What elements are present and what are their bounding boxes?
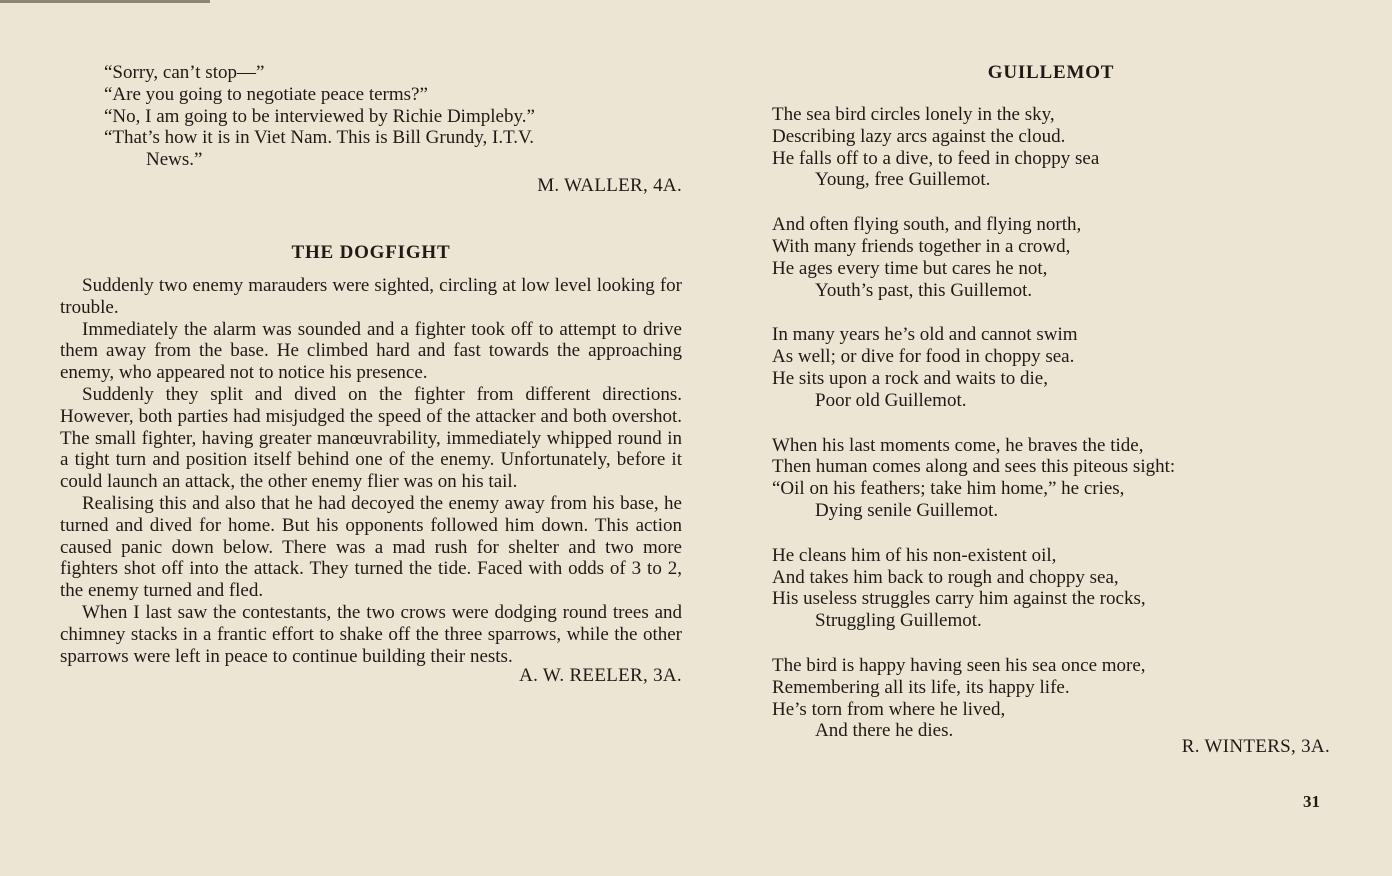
top-edge-rule (0, 0, 210, 3)
poem-line: And takes him back to rough and choppy sea, (772, 566, 1119, 588)
poem-refrain: Youth’s past, this Guillemot. (815, 279, 1033, 301)
poem-line: When his last moments come, he braves the tide, (772, 434, 1144, 456)
poem-refrain: Struggling Guillemot. (815, 610, 982, 632)
poem-line: Describing lazy arcs against the cloud. (772, 125, 1066, 147)
dogfight-paragraph: Immediately the alarm was sounded and a fighter took off to attempt to drive them away from the base. He climbed hard and fast towards the approaching enemy, who appeared not to notice his presence. (60, 318, 682, 384)
dialogue-line: “Are you going to negotiate peace terms?” (104, 83, 428, 105)
poem-refrain: Poor old Guillemot. (815, 389, 967, 411)
dogfight-paragraph: Suddenly two enemy marauders were sighted, circling at low level looking for trouble. (60, 274, 682, 318)
poem-stanza (772, 545, 1338, 632)
dogfight-paragraph: When I last saw the contestants, the two crows were dodging round trees and chimney stacks in a frantic effort to shake off the three sparrows, while the other sparrows were left in peace to continue building their nests. (60, 601, 682, 667)
poem-refrain: And there he dies. (815, 720, 954, 742)
page-number: 31 (1303, 792, 1320, 811)
poem-stanza (772, 435, 1338, 522)
poem-line: “Oil on his feathers; take him home,” he cries, (772, 478, 1125, 500)
poem-line: The sea bird circles lonely in the sky, (772, 104, 1055, 125)
poem-line: He’s torn from where he lived, (772, 698, 1006, 720)
poem-line: He falls off to a dive, to feed in choppy sea (772, 147, 1100, 169)
dialogue-line: News.” (146, 149, 203, 171)
dogfight-paragraph: Realising this and also that he had decoyed the enemy away from his base, he turned and dived for home. But his opponents followed him down. This action caused panic down below. There was a mad rush for shelter and two more fighters shot off into the attack. They turned the tide. Faced with odds of 3 to 2, the enemy turned and fled. (60, 492, 682, 602)
dogfight-body (60, 275, 682, 667)
poem-stanza (772, 104, 1338, 191)
poem-line: Then human comes along and sees this piteous sight: (772, 456, 1176, 478)
poem-line: He sits upon a rock and waits to die, (772, 367, 1048, 389)
poem-refrain: Young, free Guillemot. (815, 169, 991, 191)
dialogue-line: “No, I am going to be interviewed by Richie Dimpleby.” (104, 105, 535, 127)
poem-line: His useless struggles carry him against the rocks, (772, 588, 1146, 610)
dialogue-line: “Sorry, can’t stop—” (104, 62, 265, 83)
poem-stanza (772, 324, 1338, 411)
poem-stanza (772, 214, 1338, 301)
poem-stanza (772, 655, 1338, 742)
poem-line: He ages every time but cares he not, (772, 257, 1048, 279)
poem-line: As well; or dive for food in choppy sea. (772, 346, 1075, 368)
guillemot-poem (772, 104, 1338, 742)
dogfight-byline: A. W. REELER, 3A. (519, 665, 682, 687)
poem-line: With many friends together in a crowd, (772, 235, 1071, 257)
poem-line: And often flying south, and flying north, (772, 214, 1082, 236)
guillemot-byline: R. WINTERS, 3A. (1181, 736, 1330, 758)
dialogue-byline: M. WALLER, 4A. (537, 174, 682, 196)
poem-line: In many years he’s old and cannot swim (772, 324, 1078, 346)
poem-refrain: Dying senile Guillemot. (815, 499, 999, 521)
right-column (772, 62, 1338, 758)
dogfight-title: THE DOGFIGHT (291, 241, 451, 263)
poem-line: He cleans him of his non-existent oil, (772, 544, 1057, 566)
poem-line: Remembering all its life, its happy life. (772, 676, 1070, 698)
dialogue-block (60, 62, 682, 171)
dogfight-paragraph: Suddenly they split and dived on the fighter from different directions. However, both parties had misjudged the speed of the attacker and both overshot. The small fighter, having greater manœuvrability, immediately whipped round in a tight turn and position itself behind one of the enemy. Unfortunately, before it could launch an attack, the other enemy flier was on his tail. (60, 383, 682, 493)
poem-line: The bird is happy having seen his sea once more, (772, 654, 1146, 676)
dialogue-line: “That’s how it is in Viet Nam. This is Bill Grundy, I.T.V. (104, 127, 535, 149)
guillemot-title: GUILLEMOT (987, 62, 1115, 83)
left-column (60, 62, 682, 687)
